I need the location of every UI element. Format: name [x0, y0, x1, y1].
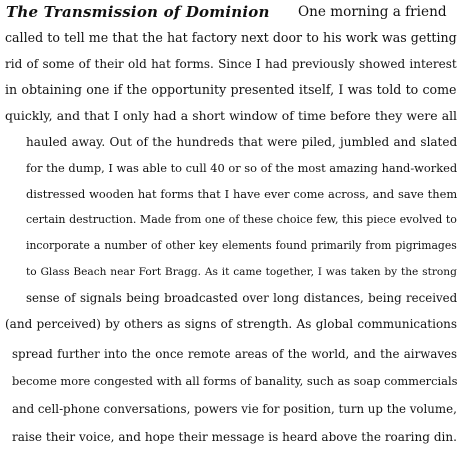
body-line-8: distressed wooden hat forms that I have ever come across, and save them [26, 187, 458, 201]
body-line-10: incorporate a number of other key elements found primarily from pigrimages [26, 239, 457, 252]
body-line-17: raise their voice, and hope their message is heard above the roaring din. [12, 430, 457, 444]
body-line-7: for the dump, I was able to cull 40 or so of the most amazing hand-worked [26, 161, 458, 175]
body-line-4: in obtaining one if the opportunity presented itself, I was told to come [5, 82, 457, 97]
body-line-2: called to tell me that the hat factory next door to his work was getting [5, 30, 457, 45]
body-line-3: rid of some of their old hat forms. Since I had previously showed interest [5, 57, 457, 71]
body-line-13: (and perceived) by others as signs of strength. As global communications [5, 317, 458, 331]
body-line-14: spread further into the once remote areas of the world, and the airwaves [12, 347, 458, 361]
body-line-6: hauled away. Out of the hundreds that were piled, jumbled and slated [26, 135, 458, 149]
body-line-5: quickly, and that I only had a short window of time before they were all [5, 108, 458, 123]
article-title: The Transmission of Dominion [6, 3, 270, 21]
body-line-12: sense of signals being broadcasted over long distances, being received [26, 291, 458, 305]
body-line-11: to Glass Beach near Fort Bragg. As it came together, I was taken by the strong [26, 266, 457, 278]
body-line-16: and cell-phone conversations, powers vie for position, turn up the volume, [12, 402, 457, 416]
body-line-15: become more congested with all forms of banality, such as soap commercials [12, 374, 458, 388]
body-line-9: certain destruction. Made from one of these choice few, this piece evolved to [26, 213, 457, 226]
body-line-1: One morning a friend [298, 4, 447, 20]
